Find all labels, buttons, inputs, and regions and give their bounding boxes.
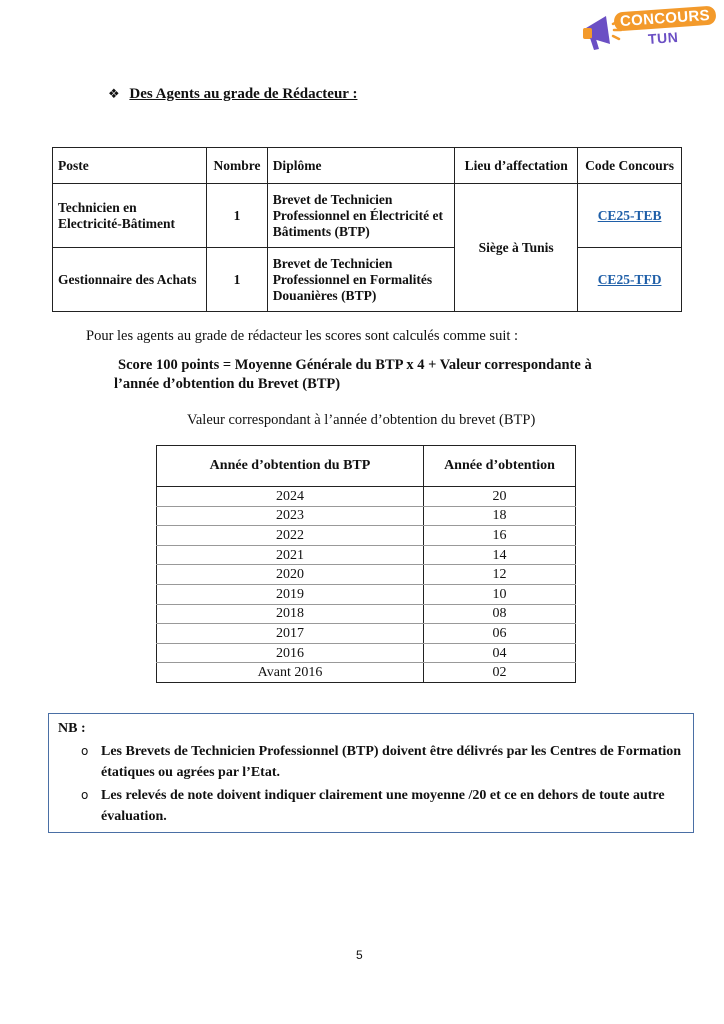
score-table-caption: Valeur correspondant à l’année d’obtention du brevet (BTP) [187,412,536,428]
year-cell: 2018 [157,604,424,624]
header-lieu: Lieu d’affectation [455,148,578,184]
nb-item-text: Les Brevets de Technicien Professionnel (BTP) doivent être délivrés par les Centres de Formation étatiques ou agrées par l’Etat. [101,744,682,780]
header-diplome: Diplôme [267,148,454,184]
poste-cell: Technicien en Electricité-Bâtiment [53,184,207,248]
header-annee-btp: Année d’obtention du BTP [157,446,424,487]
table-row [157,565,576,585]
value-cell: 04 [424,643,576,663]
score-table-header-row [157,446,576,487]
table-row [157,643,576,663]
value-cell: 16 [424,526,576,546]
concours-tun-logo [582,6,722,58]
table-row [157,526,576,546]
value-cell: 12 [424,565,576,585]
score-table-body [157,487,576,683]
diplome-cell: Brevet de Technicien Professionnel en Formalités Douanières (BTP) [267,248,454,312]
value-cell: 18 [424,506,576,526]
year-cell: 2017 [157,624,424,644]
table-row [157,545,576,565]
nb-list [81,741,691,827]
formula-line-1: Score 100 points = Moyenne Générale du BTP x 4 + Valeur correspondante à [118,357,592,373]
diplome-cell: Brevet de Technicien Professionnel en Électricité et Bâtiments (BTP) [267,184,454,248]
score-intro: Pour les agents au grade de rédacteur les scores sont calculés comme suit : [86,328,519,344]
table-row [157,506,576,526]
table-row [53,248,682,312]
table-row [53,184,682,248]
section-heading-text: Des Agents au grade de Rédacteur : [129,86,358,102]
year-cell: 2023 [157,506,424,526]
value-cell: 02 [424,663,576,683]
year-cell: 2022 [157,526,424,546]
code-cell [578,184,682,248]
section-heading [108,86,357,103]
year-cell: 2016 [157,643,424,663]
year-cell: 2020 [157,565,424,585]
nb-box [48,713,694,833]
table-row [157,663,576,683]
nombre-cell: 1 [207,184,267,248]
header-code: Code Concours [578,148,682,184]
circle-bullet-icon: o [81,744,89,758]
poste-cell: Gestionnaire des Achats [53,248,207,312]
list-item [81,741,691,783]
code-link-teb[interactable]: CE25-TEB [597,207,662,223]
list-item [81,785,691,827]
diamond-bullet-icon: ❖ [108,87,120,102]
year-cell: 2024 [157,487,424,507]
header-nombre: Nombre [207,148,267,184]
table-row [157,584,576,604]
score-table [156,445,576,683]
nb-title: NB : [58,721,86,736]
code-cell [578,248,682,312]
header-annee-valeur: Année d’obtention [424,446,576,487]
value-cell: 14 [424,545,576,565]
logo-text-concours: CONCOURS [613,5,716,31]
table-row [157,487,576,507]
nombre-cell: 1 [207,248,267,312]
value-cell: 08 [424,604,576,624]
year-cell: 2019 [157,584,424,604]
logo-text-tun: TUN [647,28,679,48]
year-cell: Avant 2016 [157,663,424,683]
lieu-cell: Siège à Tunis [455,184,578,312]
circle-bullet-icon: o [81,788,89,802]
table-row [157,604,576,624]
year-cell: 2021 [157,545,424,565]
header-poste: Poste [53,148,207,184]
value-cell: 06 [424,624,576,644]
page-number: 5 [356,948,363,962]
score-formula [114,356,658,394]
jobs-table-header-row [53,148,682,184]
value-cell: 20 [424,487,576,507]
code-link-tfd[interactable]: CE25-TFD [597,271,662,287]
formula-line-2: l’année d’obtention du Brevet (BTP) [114,376,341,392]
jobs-table [52,147,682,312]
table-row [157,624,576,644]
nb-item-text: Les relevés de note doivent indiquer clairement une moyenne /20 et ce en dehors de toute autre évaluation. [101,788,665,824]
value-cell: 10 [424,584,576,604]
